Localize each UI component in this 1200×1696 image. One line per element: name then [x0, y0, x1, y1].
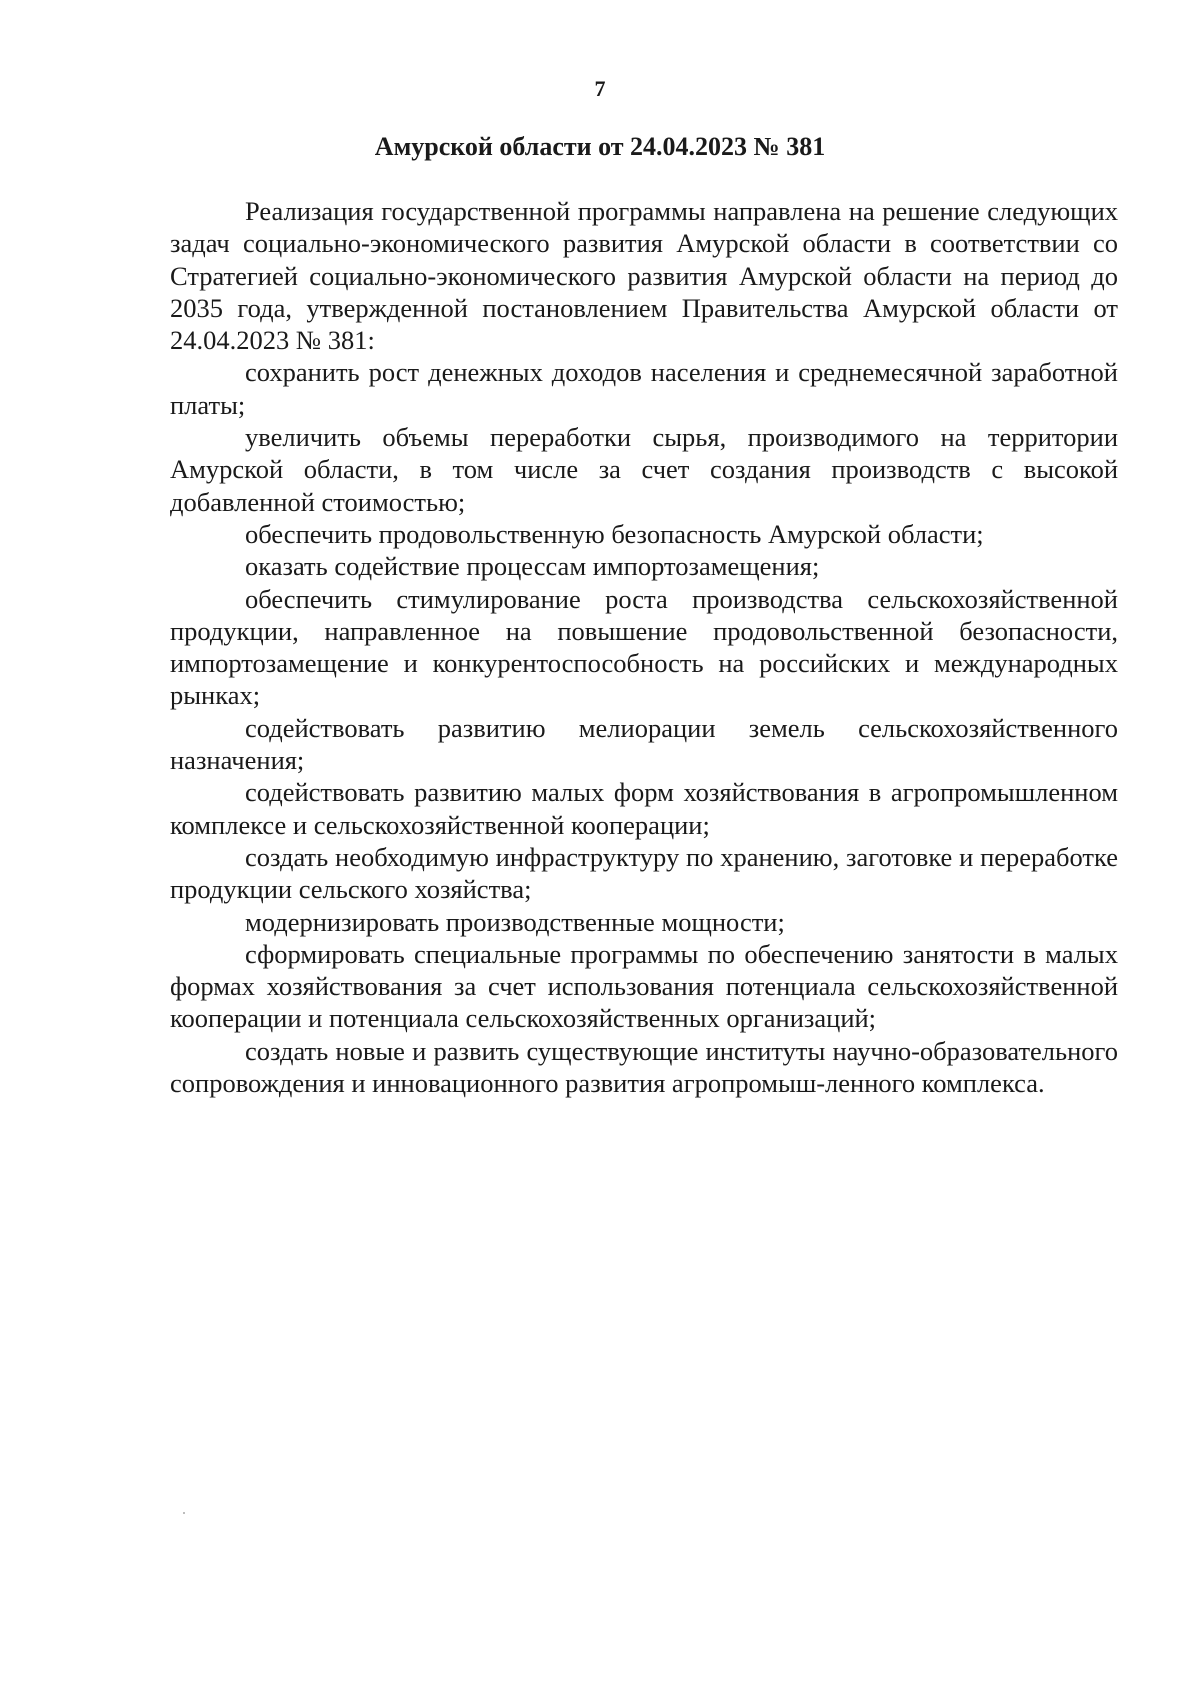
paragraph-task-melioration: содействовать развитию мелиорации земель сельскохозяйственного назначения;: [170, 712, 1118, 776]
paragraph-task-modernization: модернизировать производственные мощности;: [245, 906, 785, 937]
paragraph-task-processing: увеличить объемы переработки сырья, производимого на территории Амурской области, в том числе за счет создания производств с высокой добавленной стоимостью;: [170, 422, 1118, 517]
paragraph-task-food-security: обеспечить продовольственную безопасность Амурской области;: [245, 518, 984, 549]
paragraph-task-small-business: содействовать развитию малых форм хозяйствования в агропромышленном комплексе и сельскохозяйственной кооперации;: [170, 777, 1118, 840]
document-heading: Амурской области от 24.04.2023 № 381: [374, 132, 826, 161]
paragraph-task-infrastructure: создать необходимую инфраструктуру по хранению, заготовке и переработке продукции сельского хозяйства;: [170, 841, 1118, 905]
scan-artifact: [183, 1512, 185, 1514]
paragraph-task-employment: сформировать специальные программы по обеспечению занятости в малых формах хозяйствования за счет использования потенциала сельскохозяйственной кооперации и потенциала сельскохозяйственных организаций;: [170, 938, 1118, 1034]
paragraph-task-agri-production: обеспечить стимулирование роста производства сельскохозяйственной продукции, направленное на повышение продовольственной безопасности, импортозамещение и конкурентоспособность на российских и международных рынках;: [170, 583, 1118, 711]
page-number: 7: [594, 76, 606, 101]
paragraph-task-import-substitution: оказать содействие процессам импортозамещения;: [245, 551, 820, 582]
paragraph-intro: Реализация государственной программы направлена на решение следующих задач социально-экономического развития Амурской области в соответствии со Стратегией социально-экономического развития Амурской области на период до 2035 года, утвержденной постановлением Правительства Амурской области от 24.04.2023 № 381:: [170, 196, 1118, 356]
document-body: [170, 195, 1118, 1099]
paragraph-task-income: сохранить рост денежных доходов населения и среднемесячной заработной платы;: [170, 357, 1118, 420]
paragraph-task-innovation: создать новые и развить существующие институты научно-образовательного сопровождения и инновационного развития агропромыш-ленного комплекса.: [170, 1035, 1118, 1099]
